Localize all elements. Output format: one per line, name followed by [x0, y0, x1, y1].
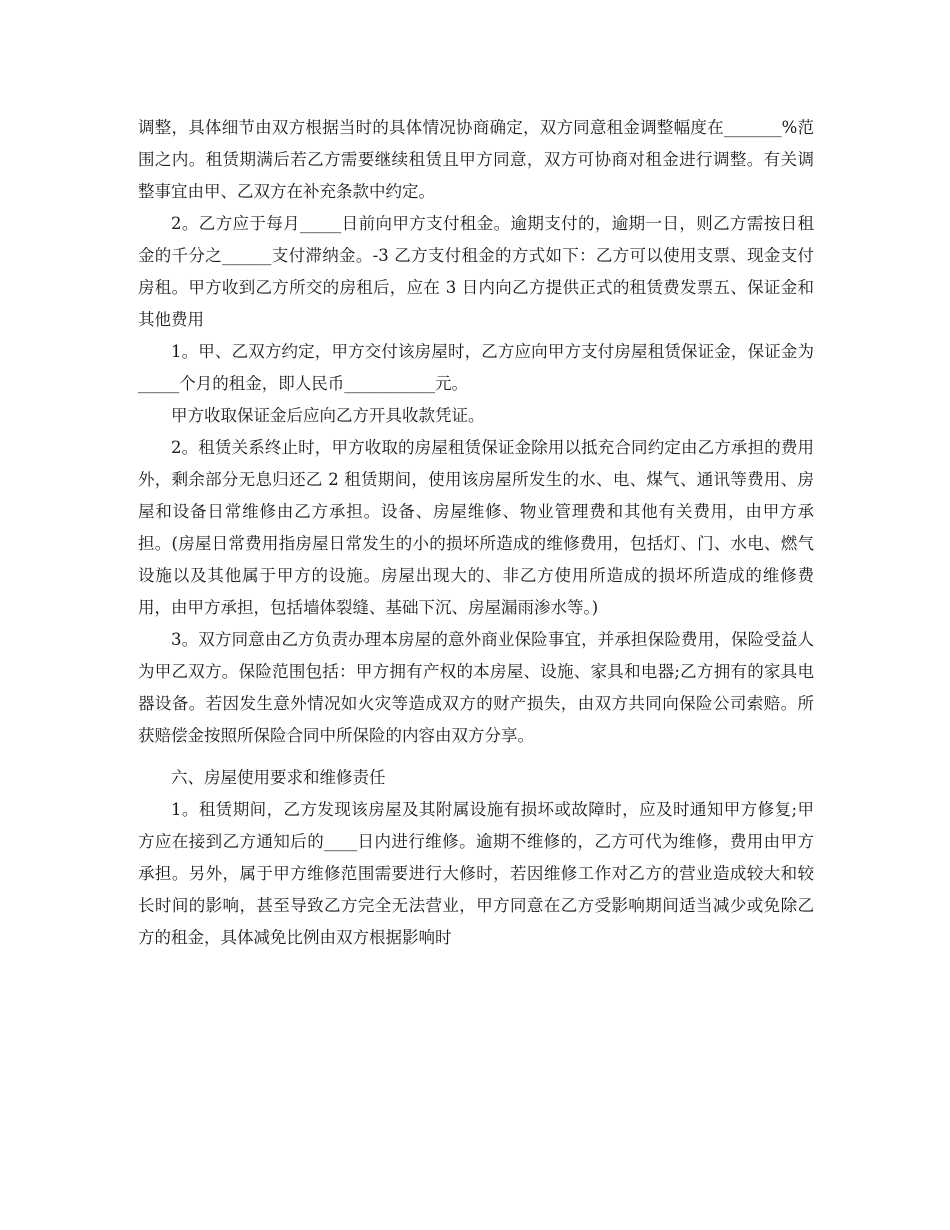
paragraph-deposit-receipt: 甲方收取保证金后应向乙方开具收款凭证。 — [171, 406, 485, 425]
paragraph-rent-payment: 2。乙方应于每月_____日前向甲方支付租金。逾期支付的，逾期一日，则乙方需按日租金的千分之______支付滞纳金。-3 乙方支付租金的方式如下：乙方可以使用支票、现金支付房租。甲方收到乙方所交的房租后，应在 3 日内向乙方提供正式的租赁费发票五、保证金和其他费用 — [138, 214, 814, 329]
paragraph-deposit-return: 2。租赁关系终止时，甲方收取的房屋租赁保证金除用以抵充合同约定由乙方承担的费用外，剩余部分无息归还乙 2 租赁期间，使用该房屋所发生的水、电、煤气、通讯等费用、房屋和设备日常维修由乙方承担。设备、房屋维修、物业管理费和其他有关费用，由甲方承担。(房屋日常费用指房屋日常发生的小的损坏所造成的维修费用，包括灯、门、水电、燃气设施以及其他属于甲方的设施。房屋出现大的、非乙方使用所造成的损坏所造成的维修费用，由甲方承担，包括墙体裂缝、基础下沉、房屋漏雨渗水等。) — [138, 438, 814, 617]
paragraph-deposit-amount: 1。甲、乙双方约定，甲方交付该房屋时，乙方应向甲方支付房屋租赁保证金，保证金为_____个月的租金，即人民币___________元。 — [138, 342, 814, 393]
section-heading-usage-maintenance: 六、房屋使用要求和维修责任 — [171, 768, 386, 787]
paragraph-rent-adjustment: 调整，具体细节由双方根据当时的具体情况协商确定，双方同意租金调整幅度在_______%范围之内。租赁期满后若乙方需要继续租赁且甲方同意，双方可协商对租金进行调整。有关调整事宜由甲、乙双方在补充条款中约定。 — [138, 118, 814, 201]
paragraph-insurance: 3。双方同意由乙方负责办理本房屋的意外商业保险事宜，并承担保险费用，保险受益人为甲乙双方。保险范围包括：甲方拥有产权的本房屋、设施、家具和电器;乙方拥有的家具电器设备。若因发生意外情况如火灾等造成双方的财产损失，由双方共同向保险公司索赔。所获赔偿金按照所保险合同中所保险的内容由双方分享。 — [138, 630, 814, 745]
paragraph-maintenance: 1。租赁期间，乙方发现该房屋及其附属设施有损坏或故障时，应及时通知甲方修复;甲方应在接到乙方通知后的____日内进行维修。逾期不维修的，乙方可代为维修，费用由甲方承担。另外，属于甲方维修范围需要进行大修时，若因维修工作对乙方的营业造成较大和较长时间的影响，甚至导致乙方完全无法营业，甲方同意在乙方受影响期间适当减少或免除乙方的租金，具体减免比例由双方根据影响时 — [138, 800, 814, 947]
document-body — [138, 112, 814, 954]
